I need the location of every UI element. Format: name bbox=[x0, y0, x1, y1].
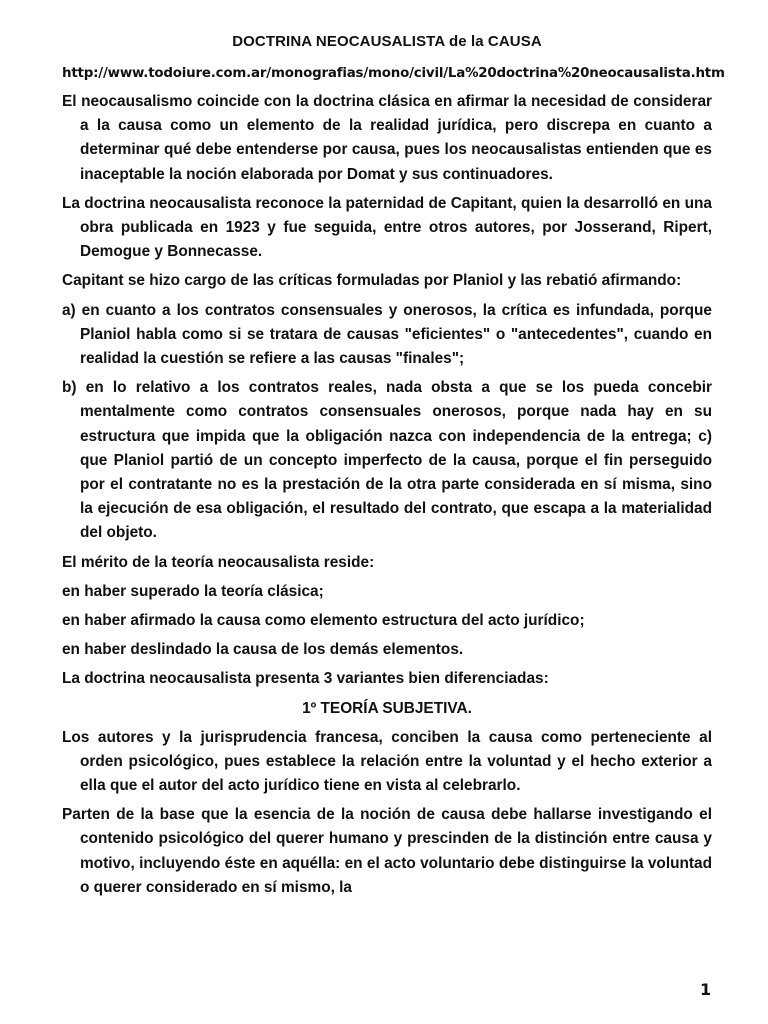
merit-item: en haber afirmado la causa como elemento estructura del acto jurídico; bbox=[62, 612, 585, 630]
document-page bbox=[62, 33, 725, 905]
paragraph: La doctrina neocausalista reconoce la paternidad de Capitant, quien la desarrolló en una obra publicada en 1923 y fue seguida, entre otros autores, por Josserand, Ripert, Demogue y Bonnecasse. bbox=[62, 194, 712, 261]
list-item-b: b) en lo relativo a los contratos reales, nada obsta a que se los pueda concebir mentalmente como contratos consensuales onerosos, porque nada hay en su estructura que impida que la obligación nazca con independencia de la entrega; c) que Planiol partió de un concepto imperfecto de la causa, porque el fin perseguido por el contratante no es la prestación de la otra parte considerada en sí misma, sino la ejecución de esa obligación, el resultado del contrato, que escapa a la materialidad del objeto. bbox=[62, 379, 712, 542]
paragraph: El neocausalismo coincide con la doctrina clásica en afirmar la necesidad de considerar a la causa como un elemento de la realidad jurídica, pero discrepa en cuanto a determinar qué debe entenderse por causa, pues los neocausalistas entienden que es inaceptable la noción elaborada por Domat y sus continuadores. bbox=[62, 93, 712, 183]
document-title: DOCTRINA NEOCAUSALISTA de la CAUSA bbox=[232, 33, 542, 50]
paragraph: Parten de la base que la esencia de la noción de causa debe hallarse investigando el contenido psicológico del querer humano y prescinden de la distinción entre causa y motivo, incluyendo éste en aquélla: en el acto voluntario debe distinguirse la voluntad o querer considerado en sí mismo, la bbox=[62, 806, 712, 896]
page-number: 1 bbox=[700, 980, 712, 999]
section-heading: 1º TEORÍA SUBJETIVA. bbox=[302, 699, 472, 717]
merit-item: en haber superado la teoría clásica; bbox=[62, 582, 324, 600]
paragraph: Capitant se hizo cargo de las críticas formuladas por Planiol y las rebatió afirmando: bbox=[62, 272, 682, 290]
merit-item: en haber deslindado la causa de los demás elementos. bbox=[62, 641, 464, 659]
paragraph: Los autores y la jurisprudencia francesa, conciben la causa como perteneciente al orden psicológico, pues establece la relación entre la voluntad y el hecho exterior a ella que el autor del acto jurídico tiene en vista al celebrarlo. bbox=[62, 728, 712, 795]
paragraph: La doctrina neocausalista presenta 3 variantes bien diferenciadas: bbox=[62, 670, 549, 688]
paragraph: El mérito de la teoría neocausalista reside: bbox=[62, 553, 375, 571]
source-url: http://www.todoiure.com.ar/monografias/mono/civil/La%20doctrina%20neocausalista.htm bbox=[62, 66, 725, 81]
list-item-a: a) en cuanto a los contratos consensuales y onerosos, la crítica es infundada, porque Planiol habla como si se tratara de causas "eficientes" o "antecedentes", cuando en realidad la cuestión se refiere a las causas "finales"; bbox=[62, 301, 712, 368]
